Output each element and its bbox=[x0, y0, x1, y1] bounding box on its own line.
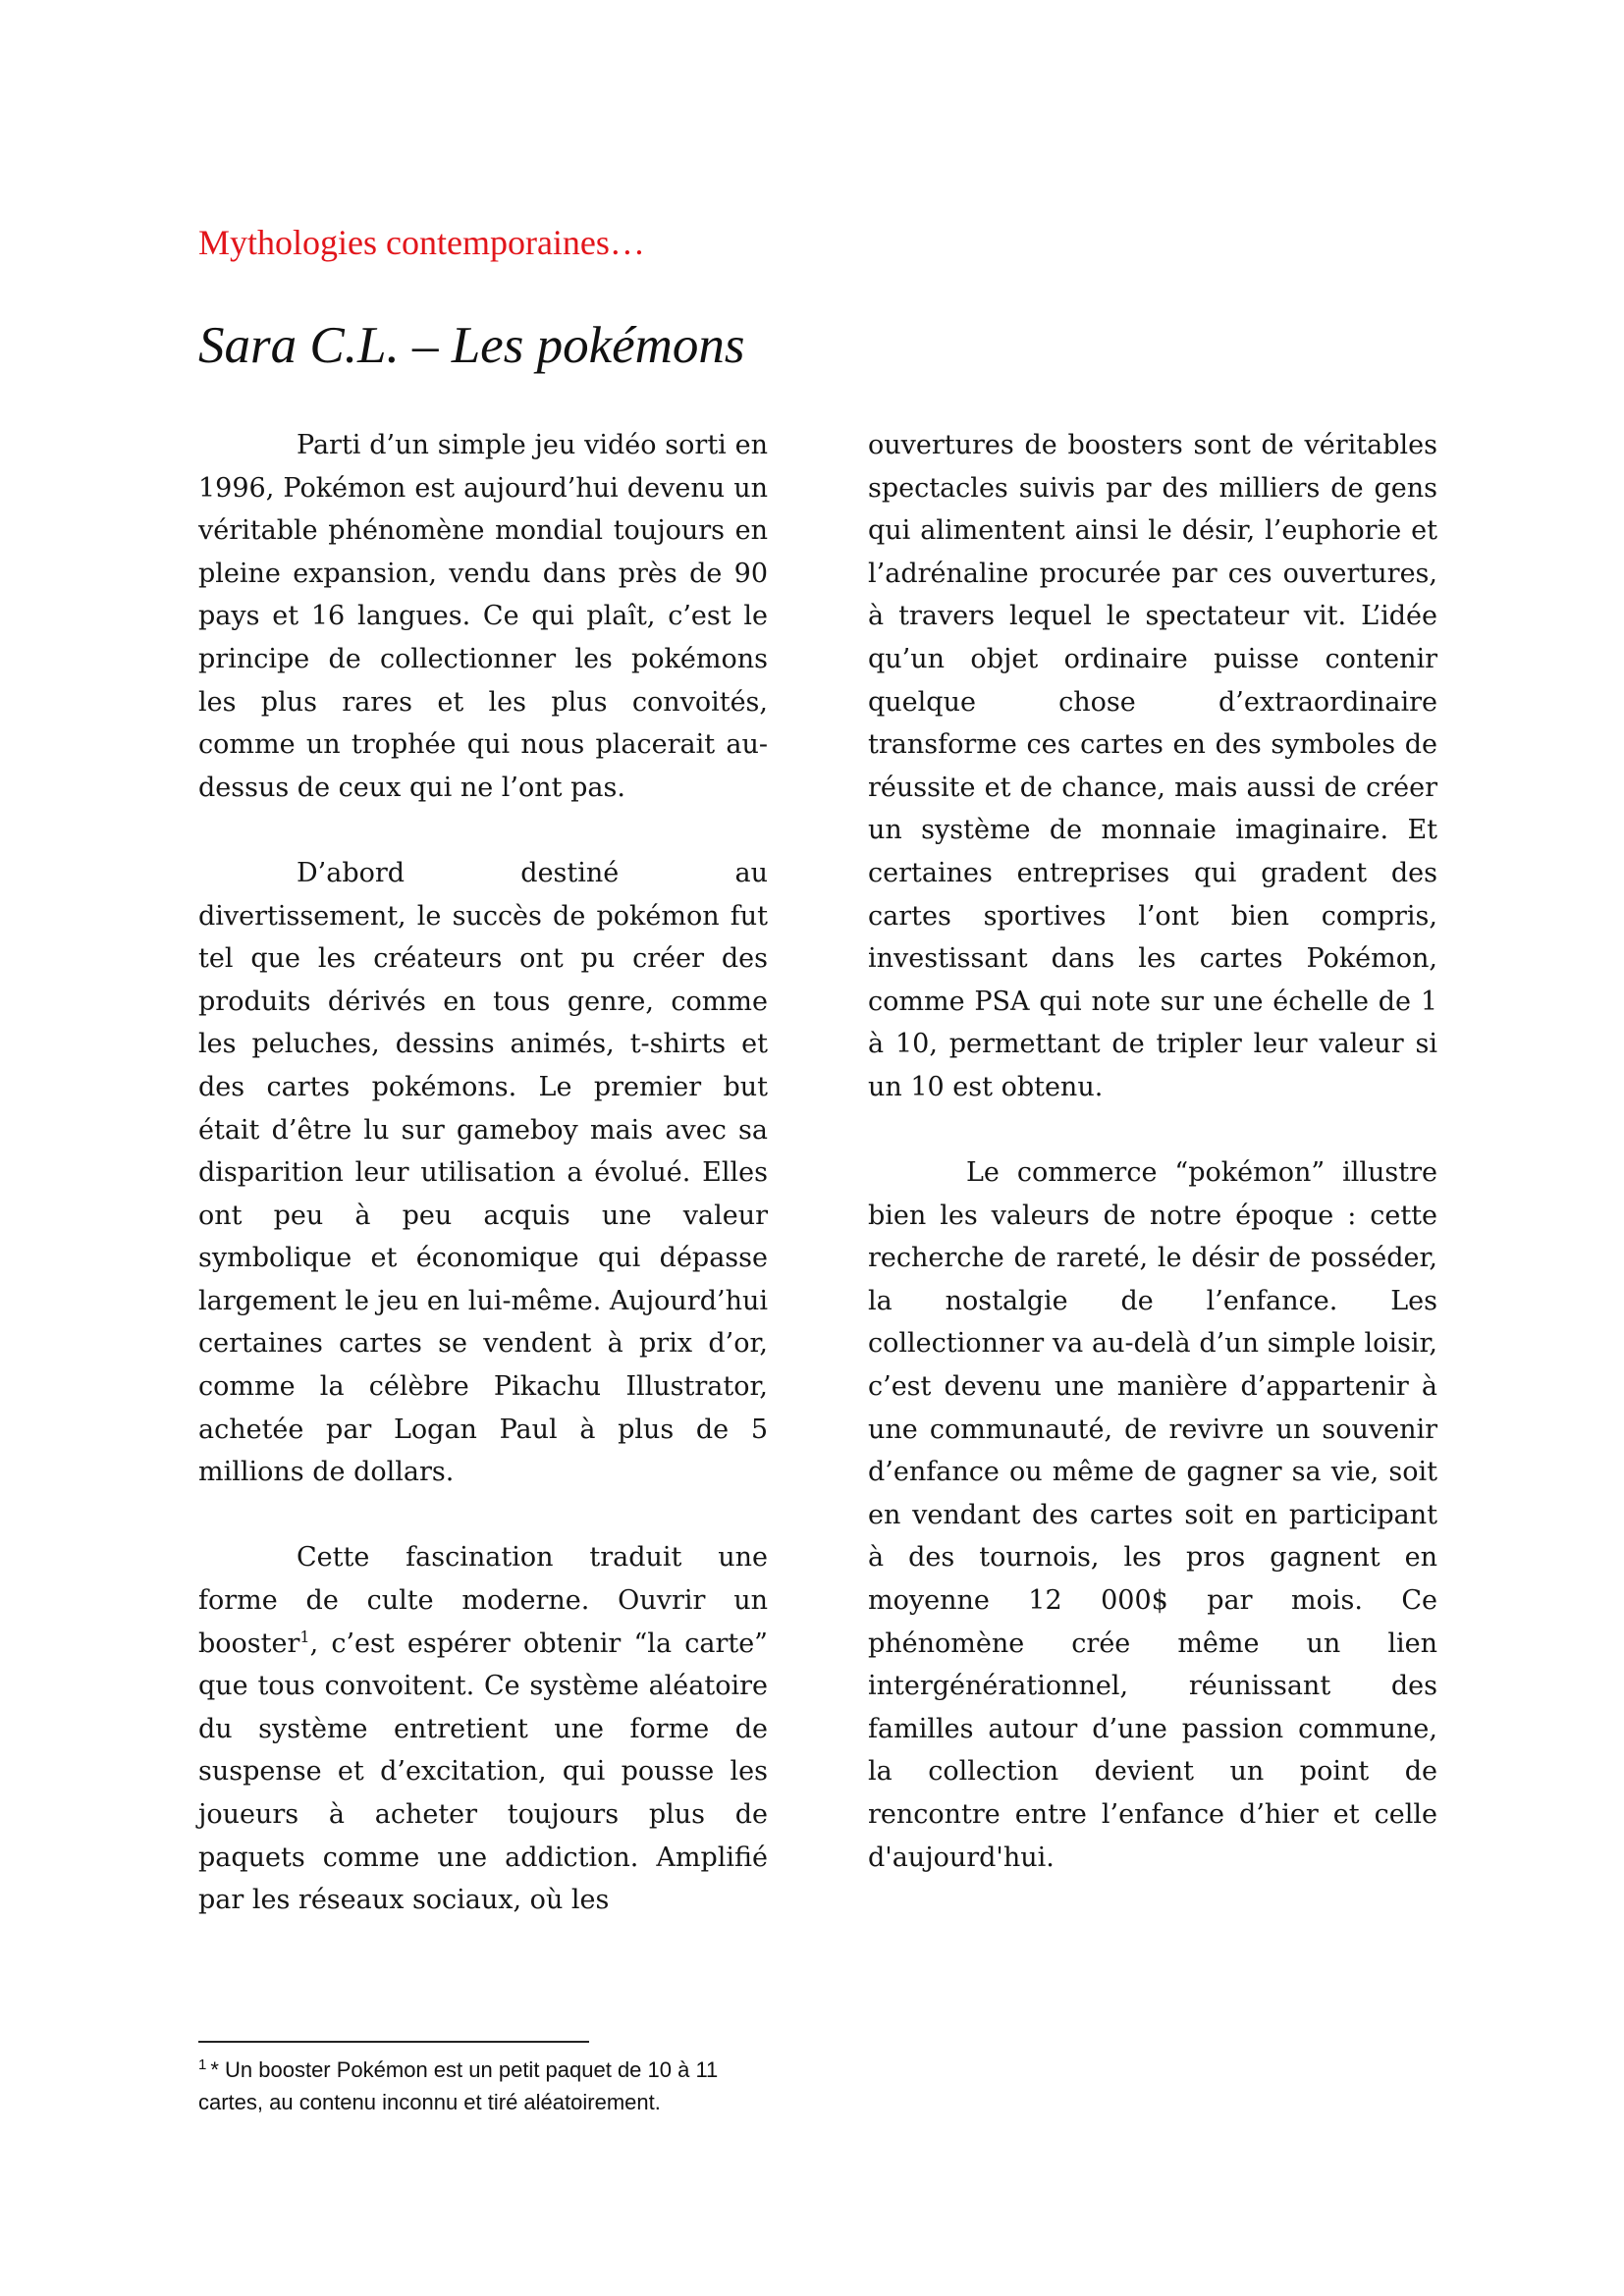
footnote-text: * Un booster Pokémon est un petit paquet de 10 à 11 cartes, au contenu inconnu et tiré aléatoirement. bbox=[198, 2057, 719, 2114]
paragraph-3-part-1: Cette fascination traduit une forme de culte moderne. Ouvrir un booster bbox=[198, 1542, 768, 1659]
paragraph-3-part-2: , c’est espérer obtenir “la carte” que tous convoitent. Ce système aléatoire du système entretient une forme de suspense et d’excitation, qui pousse les joueurs à acheter toujours plus de paquets comme une addiction. Amplifié par les réseaux sociaux, où les bbox=[198, 1628, 768, 1916]
footnote-reference[interactable]: 1 bbox=[299, 1627, 310, 1646]
article-title: Sara C.L. – Les pokémons bbox=[198, 317, 745, 374]
footnote bbox=[198, 2054, 787, 2118]
left-column bbox=[198, 424, 768, 1922]
paragraph-4: Le commerce “pokémon” illustre bien les valeurs de notre époque : cette recherche de rareté, le désir de posséder, la nostalgie de l’enfance. Les collectionner va au-delà d’un simple loisir, c’est devenu une manière d’appartenir à une communauté, de revivre un souvenir d’enfance ou même de gagner sa vie, soit en vendant des cartes soit en participant à des tournois, les pros gagnent en moyenne 12 000$ par mois. Ce phénomène crée même un lien intergénérationnel, réunissant des familles autour d’une passion commune, la collection devient un point de rencontre entre l’enfance d’hier et celle d'aujourd'hui. bbox=[868, 1157, 1437, 1873]
paragraph-3 bbox=[198, 1536, 768, 1921]
series-title: Mythologies contemporaines… bbox=[198, 223, 645, 262]
right-column bbox=[868, 424, 1437, 1879]
paragraph-2: D’abord destiné au divertissement, le succès de pokémon fut tel que les créateurs ont pu créer des produits dérivés en tous genre, comme les peluches, dessins animés, t-shirts et des cartes pokémons. Le premier but était d’être lu sur gameboy mais avec sa disparition leur utilisation a évolué. Elles ont peu à peu acquis une valeur symbolique et économique qui dépasse largement le jeu en lui-même. Aujourd’hui certaines cartes se vendent à prix d’or, comme la célèbre Pikachu Illustrator, achetée par Logan Paul à plus de 5 millions de dollars. bbox=[198, 857, 768, 1488]
footnote-separator bbox=[198, 2041, 589, 2043]
paragraph-3-continued: ouvertures de boosters sont de véritables spectacles suivis par des milliers de gens qui alimentent ainsi le désir, l’euphorie et l’adrénaline procurée par ces ouvertures, à travers lequel le spectateur vit. L’idée qu’un objet ordinaire puisse contenir quelque chose d’extraordinaire transforme ces cartes en des symboles de réussite et de chance, mais aussi de créer un système de monnaie imaginaire. Et certaines entreprises qui gradent des cartes sportives l’ont bien compris, investissant dans les cartes Pokémon, comme PSA qui note sur une échelle de 1 à 10, permettant de tripler leur valeur si un 10 est obtenu. bbox=[868, 430, 1437, 1102]
paragraph-1: Parti d’un simple jeu vidéo sorti en 1996, Pokémon est aujourd’hui devenu un véritable phénomène mondial toujours en pleine expansion, vendu dans près de 90 pays et 16 langues. Ce qui plaît, c’est le principe de collectionner les pokémons les plus rares et les plus convoités, comme un trophée qui nous placerait au-dessus de ceux qui ne l’ont pas. bbox=[198, 430, 768, 803]
footnote-number: 1 bbox=[198, 2056, 207, 2073]
